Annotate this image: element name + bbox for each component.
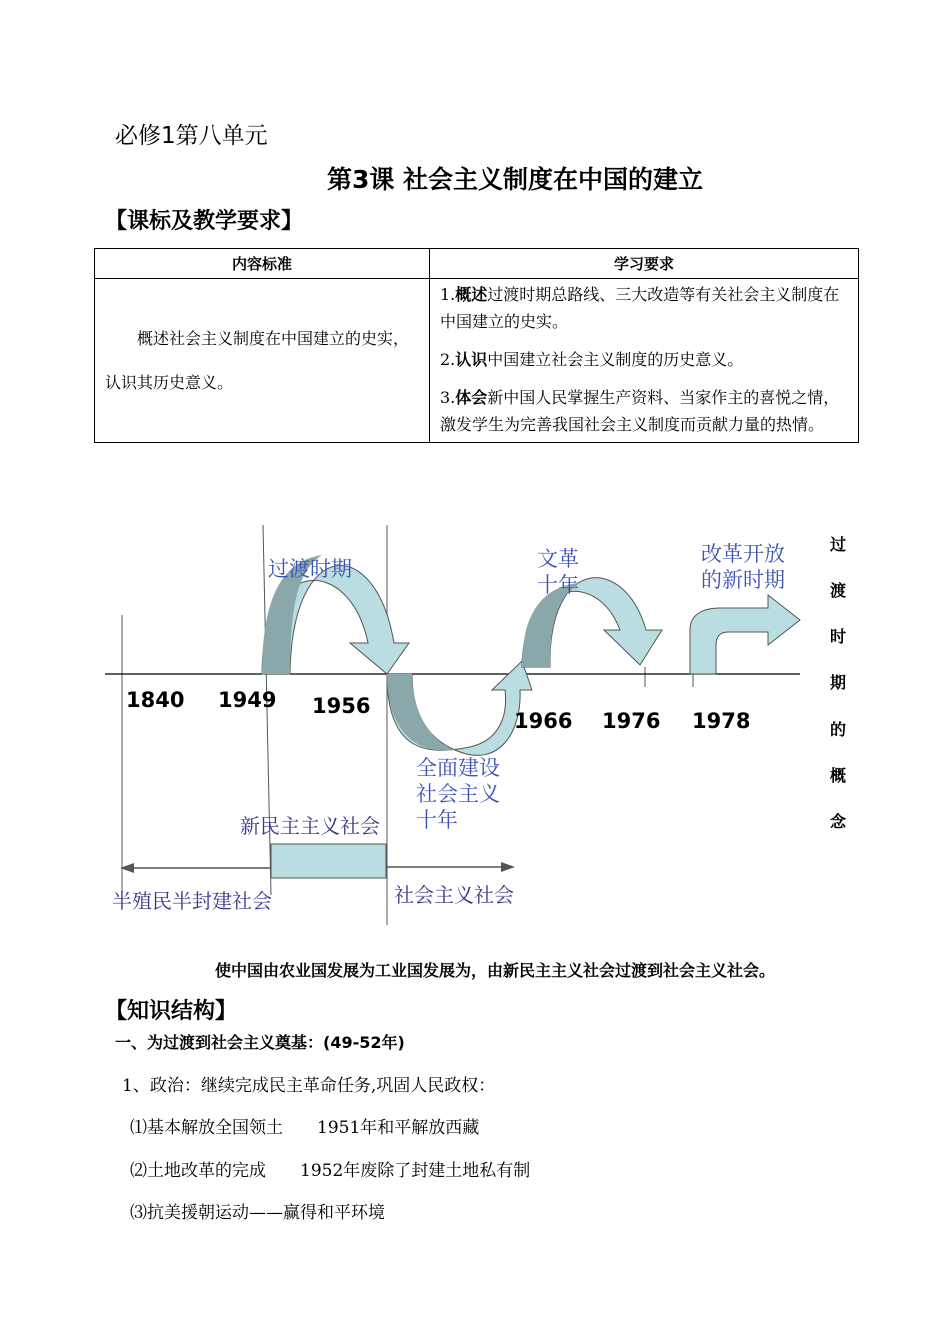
year-1976: 1976	[602, 709, 661, 733]
label-semi-colonial-society: 半殖民半封建社会	[112, 889, 272, 913]
lesson-title: 第3课 社会主义制度在中国的建立	[326, 165, 704, 194]
requirement-item-2: 2.认识中国建立社会主义制度的历史意义。	[440, 350, 744, 369]
label-socialist-society: 社会主义社会	[394, 883, 514, 907]
vertical-char-5: 的	[829, 720, 847, 739]
summary-statement: 使中国由农业国发展为工业国发展为，由新民主主义社会过渡到社会主义社会。	[214, 961, 775, 980]
year-1966: 1966	[514, 709, 573, 733]
label-new-democratic-society: 新民主主义社会	[240, 814, 380, 838]
label-cultural-revolution-1: 文革	[537, 547, 579, 571]
socialist-arrowhead	[501, 862, 515, 872]
vertical-char-6: 概	[829, 766, 847, 785]
vertical-char-7: 念	[829, 812, 847, 831]
unit-label: 必修1第八单元	[115, 123, 268, 149]
label-cultural-revolution-2: 十年	[537, 573, 579, 597]
label-construction-1: 全面建设	[416, 756, 500, 780]
vertical-char-2: 渡	[829, 581, 847, 600]
requirement-item-1: 1.概述过渡时期总路线、三大改造等有关社会主义制度在中国建立的史实。	[440, 285, 840, 331]
label-reform-2: 的新时期	[701, 568, 785, 592]
point-2	[130, 1156, 530, 1181]
timeline-diagram	[0, 515, 950, 935]
year-1978: 1978	[692, 709, 751, 733]
vertical-char-1: 过	[829, 535, 847, 554]
point-1	[130, 1113, 479, 1138]
point-3	[130, 1198, 385, 1223]
requirements-table	[94, 248, 859, 443]
point-1-detail: 1951年和平解放西藏	[317, 1118, 480, 1138]
vertical-char-4: 期	[829, 673, 847, 692]
point-3-label: ⑶抗美援朝运动——赢得和平环境	[130, 1203, 385, 1223]
politics-line: 1、政治：继续完成民主革命任务,巩固人民政权：	[122, 1076, 496, 1096]
col-content-standard: 内容标准	[95, 249, 430, 279]
content-standard-cell: 概述社会主义制度在中国建立的史实，认识其历史意义。	[95, 279, 430, 443]
label-construction-2: 社会主义	[416, 782, 500, 806]
part1-title: 一、为过渡到社会主义奠基：(49-52年)	[115, 1033, 405, 1052]
year-1949: 1949	[218, 688, 277, 712]
construction-arrow-shade	[387, 674, 455, 751]
label-construction-3: 十年	[416, 808, 458, 832]
label-transition-period: 过渡时期	[268, 557, 352, 581]
requirements-cell	[430, 279, 859, 443]
col-learning-requirements: 学习要求	[430, 249, 859, 279]
new-democratic-bar	[271, 844, 386, 878]
requirement-item-3: 3.体会新中国人民掌握生产资料、当家作主的喜悦之情，激发学生为完善我国社会主义制度而贡献力量的热情。	[440, 388, 840, 434]
point-2-label: ⑵土地改革的完成	[130, 1161, 266, 1181]
year-1840: 1840	[126, 688, 185, 712]
label-reform-1: 改革开放	[701, 542, 785, 566]
standards-heading: 【课标及教学要求】	[105, 209, 304, 234]
year-1956: 1956	[312, 694, 371, 718]
knowledge-heading: 【知识结构】	[105, 999, 238, 1024]
point-1-label: ⑴基本解放全国领土	[130, 1118, 283, 1138]
reform-arrow	[690, 595, 800, 674]
vertical-char-3: 时	[829, 627, 847, 646]
point-2-detail: 1952年废除了封建土地私有制	[300, 1161, 531, 1181]
